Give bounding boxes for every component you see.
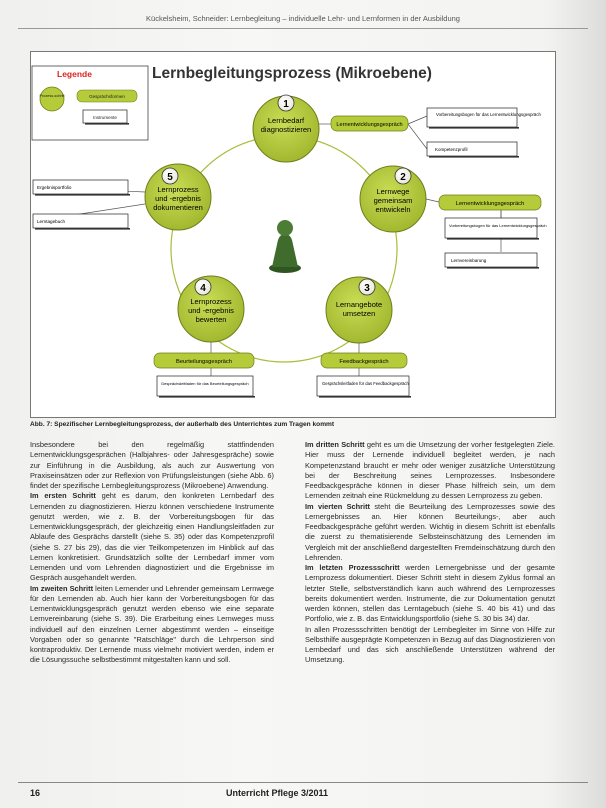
paragraph-text: geht es um die Umsetzung der vorher festgelegten Ziele. Hier muss der Lernende individuell begleitet werden, je nach Kompetenzstand braucht er mehr oder weniger zusätzliche Unterstützung bei der Beschreitung seines Lernprozesses. Insbesondere Feedbackgespräche können in dieser Phase hilfreich sein, um dem Lernenden zeitnah eine Rückmeldung zu dessen Lernprozess zu geben. <box>305 440 555 501</box>
legend-title: Legende <box>57 69 92 79</box>
footer-rule <box>18 782 588 783</box>
white-box-step5-b-label: Lerntagebuch <box>37 219 66 224</box>
white-box-step2-b-label: Lernvereinbarung <box>451 258 487 263</box>
step-3-number: 3 <box>364 283 370 294</box>
green-box-step4-label: Beurteilungsgespräch <box>175 359 233 365</box>
text-column-left <box>30 440 274 666</box>
paragraph: Insbesondere bei den regelmäßig stattfindenden Lernentwicklungsgesprächen (Halbjahres- oder Jahresgespräche) sowie zur Einführung in die Ausbildung, als auch zur Auswertung von Praxiseinsätzen oder zur Reflexion von Prüfungsleistungen (siehe Abb. 6) findet der spezifische Lernbegleitungsprozess (Mikroebene) Anwendung. <box>30 440 274 490</box>
legend-item-green-box: Gesprächsformen <box>89 94 125 99</box>
white-box-step1-a <box>427 108 517 127</box>
legend <box>32 66 148 140</box>
step-2-line1: Lernwege <box>376 187 410 196</box>
white-box-step3-a <box>317 376 409 396</box>
white-box-step1-b-label: Kompetenzprofil <box>435 147 468 152</box>
green-box-step3-label: Feedbackgespräch <box>339 359 389 365</box>
step-heading: Im zweiten Schritt <box>30 583 94 593</box>
step-5-line3: dokumentieren <box>153 203 203 212</box>
step-2-line2: gemeinsam <box>373 196 413 205</box>
running-head: Kückelsheim, Schneider: Lernbegleitung – individuelle Lehr- und Lernformen in der Ausbildung <box>146 14 460 23</box>
paragraph <box>30 584 274 666</box>
paragraph: In allen Prozessschritten benötigt der Lernbegleiter im Sinne von Hilfe zur Selbsthilfe ausgeprägte Kompetenzen in Bezug auf das Diagnostizieren von Lernbedarf und das sich anschließende Unterstützen während der Umsetzung. <box>305 624 555 665</box>
white-box-step4-a <box>157 376 253 396</box>
step-1-number: 1 <box>283 99 289 110</box>
page-number: 16 <box>30 788 41 798</box>
figurine-icon <box>269 220 301 273</box>
step-5-line2: und -ergebnis <box>155 194 201 203</box>
legend-item-circle: Prozess-schritt <box>39 94 65 98</box>
white-box-step5-a-label: Ergebnisportfolio <box>37 185 72 190</box>
text-column-right <box>305 440 555 666</box>
white-box-step2-a-label: Vorbereitungsbogen für das Lernentwicklungsgespräch <box>449 223 547 228</box>
step-heading: Im dritten Schritt <box>305 440 365 449</box>
step-heading: Im vierten Schritt <box>305 501 370 511</box>
legend-circle-icon <box>40 87 64 111</box>
step-heading: Im letzten Prozessschritt <box>305 563 400 572</box>
figure-title: Lernbegleitungsprozess (Mikroebene) <box>152 65 432 82</box>
step-4-line1: Lernprozess <box>190 297 232 306</box>
step-2-line3: entwickeln <box>375 205 411 214</box>
step-5 <box>145 164 211 230</box>
paragraph-text: geht es darum, den konkreten Lernbedarf des Lernenden zu diagnostizieren. Hierzu können verschiedene Instrumente genutzt werden, wie z. B. der Vorbereitungsbogen für das Lernentwicklungsgespräch, der gleichzeitig einen Handlungsleitfaden zur Ablaufe des Gesprächs darstellt (siehe S. 35) oder das Kompetenzprofil (siehe S. 27 bis 29), das die vier Teilkompetenzen im Hinblick auf das Lernen konkretisiert. Grundsätzlich sollte der Lernbedarf immer vom Lernenden und vom Lehrenden diagnostiziert und die Ergebnisse im Gespräch ausgehandelt werden. <box>30 491 274 583</box>
legend-item-white-box: Instrumente <box>93 115 117 120</box>
paragraph-text: leiten Lernender und Lehrender gemeinsam Lernwege für den Lernenden ab. Auch hier kann der Vorbereitungsbogen für das Lernentwicklungsgespräch genutzt werden ebenso wie eine separate Lernvereinbarung (siehe S. 39). Die Erarbeitung eines Lernweges muss individuell auf den einzelnen Lerner abgestimmt werden – einseitige Vorgaben oder so genannte "Ratschläge" durch die Lehrperson sind kontraproduktiv. Der Lernende muss vielmehr motiviert werden, indem er die Lösungssuche selbstbestimmt mitgestalten kann und soll. <box>30 583 274 665</box>
header-rule <box>18 28 588 29</box>
step-5-line1: Lernprozess <box>157 185 199 194</box>
process-figure <box>30 51 556 418</box>
step-1-line1: Lernbedarf <box>267 116 305 125</box>
step-1-line2: diagnostizieren <box>260 125 312 134</box>
white-box-step3-a-label: Gesprächsleitfaden für das Feedbackgespräch <box>322 381 409 386</box>
paragraph <box>305 502 555 564</box>
white-box-step2-a <box>445 218 537 238</box>
green-box-step1-label: Lernentwicklungsgespräch <box>336 122 403 128</box>
step-1 <box>253 95 319 162</box>
step-heading: Im ersten Schritt <box>30 491 96 501</box>
step-4-line2: und -ergebnis <box>188 306 234 315</box>
paragraph-text: steht die Beurteilung des Lernprozesses sowie des Lernergebnisses an. Hier können Beurteilungs-, aber auch Feedbackgespräche geführt werden. Wichtig in diesem Schritt ist ebenfalls die zuerst zu thematisierende Selbsteinschätzung des Lernenden im Vergleich mit der anschließend dargestellten Fremdeinschätzung durch den Lehrenden. <box>305 501 556 562</box>
step-2 <box>360 166 426 232</box>
white-box-step1-a-label: Vorbereitungsbogen für das Lernentwicklungsgespräch <box>436 112 541 117</box>
paragraph <box>30 491 274 583</box>
step-4-number: 4 <box>200 283 206 294</box>
green-box-step2-label: Lernentwicklungsgespräch <box>455 201 525 207</box>
paragraph <box>305 440 555 502</box>
step-3 <box>326 277 392 343</box>
process-diagram <box>31 52 555 417</box>
step-5-number: 5 <box>167 172 173 183</box>
white-box-step4-a-label: Gesprächsleitfaden für das Beurteilungsgespräch <box>161 381 249 386</box>
step-3-line1: Lernangebote <box>335 300 383 309</box>
figure-caption: Abb. 7: Spezifischer Lernbegleitungsprozess, der außerhalb des Unterrichtes zum Tragen kommt <box>30 421 335 428</box>
white-box-step1-a-line <box>436 112 541 117</box>
paragraph-text: werden Lernergebnisse und der gesamte Lernprozess dokumentiert. Dieser Schritt steht in diesem Zyklus formal an letzter Stelle, selbstverständlich kann auch während des Lernprozesses bereits dokumentiert werden. Instrumente, die zur Dokumentation genutzt werden können, stellen das Lerntagebuch (siehe S. 40 bis 41) und das Portfolio, wie z. B. das Entwicklungsportfolio (siehe S. 30 bis 34) dar. <box>305 563 555 624</box>
step-3-line2: umsetzen <box>342 309 376 318</box>
step-2-number: 2 <box>400 172 406 183</box>
paragraph <box>305 563 555 625</box>
step-4 <box>178 276 244 342</box>
journal-title: Unterricht Pflege 3/2011 <box>226 788 329 798</box>
step-4-line3: bewerten <box>195 315 227 324</box>
